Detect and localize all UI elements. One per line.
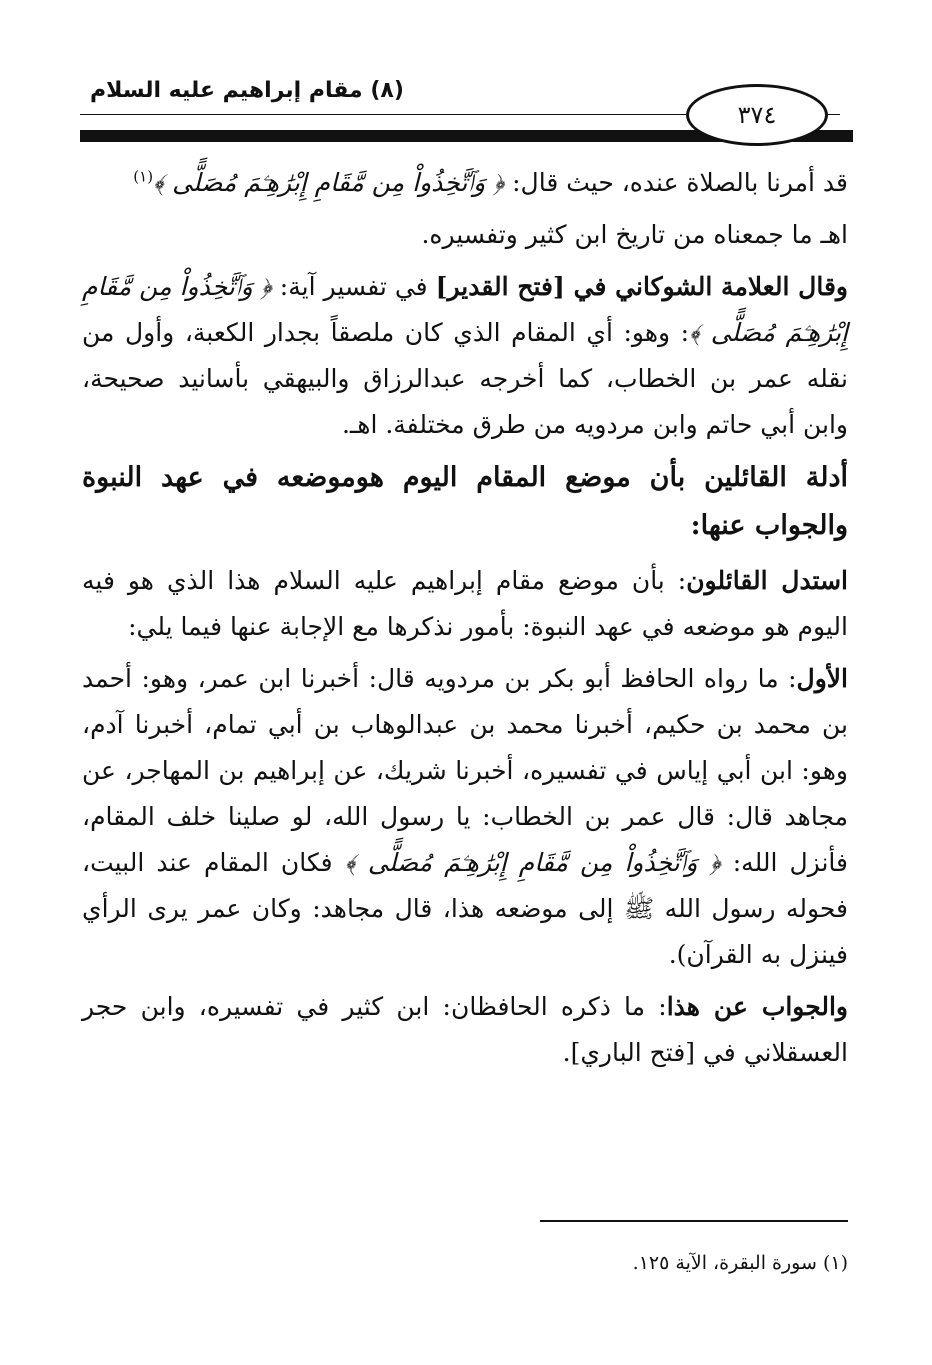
paragraph-4-text: : بأن موضع مقام إبراهيم عليه السلام هذا الذي هو فيه اليوم هو موضعه في عهد النبوة: بأمور نذكرها مع الإجابة عنها فيما يلي: — [82, 566, 848, 641]
paragraph-2 — [82, 212, 848, 258]
paragraph-6 — [82, 984, 848, 1076]
quran-verse: ﴿ وَٱتَّخِذُواْ مِن مَّقَامِ إِبْرَٰهِـۧمَ مُصَلًّى ﴾ — [153, 168, 505, 197]
quran-verse: ﴿ وَٱتَّخِذُواْ مِن مَّقَامِ إِبْرَٰهِـۧمَ مُصَلًّى ﴾ — [344, 848, 721, 877]
paragraph-2-text: اهـ ما جمعناه من تاريخ ابن كثير وتفسيره. — [421, 220, 848, 249]
page-number-badge — [686, 84, 828, 146]
paragraph-3 — [82, 264, 848, 448]
running-header — [90, 78, 707, 103]
running-title: (٨) مقام إبراهيم عليه السلام — [90, 78, 404, 103]
page-number: ٣٧٤ — [737, 101, 777, 129]
footnote — [82, 1252, 848, 1274]
footnote-marker: (١) — [133, 167, 154, 186]
section-heading — [82, 454, 848, 550]
paragraph-3-text-b: : وهو: أي المقام الذي كان ملصقاً بجدار الكعبة، وأول من نقله عمر بن الخطاب، كما أخرجه عبدالرزاق والبيهقي بأسانيد صحيحة، وابن أبي حاتم وابن مردويه من طرق مختلفة. اهـ. — [82, 318, 848, 439]
paragraph-4 — [82, 558, 848, 650]
paragraph-1 — [82, 160, 848, 206]
paragraph-3-text-a: في تفسير آية: — [271, 272, 436, 301]
paragraph-1-text: قد أمرنا بالصلاة عنده، حيث قال: — [504, 168, 848, 197]
paragraph-3-lead: وقال العلامة الشوكاني في [فتح القدير] — [435, 272, 848, 301]
paragraph-4-lead: استدل القائلون — [686, 566, 848, 595]
section-heading-text: أدلة القائلين بأن موضع المقام اليوم هوموضعه في عهد النبوة والجواب عنها: — [82, 462, 848, 541]
paragraph-5-text-b: فكان المقام عند البيت، فحوله رسول الله ﷺ إلى موضعه هذا، قال مجاهد: وكان عمر يرى الرأي فينزل به القرآن). — [82, 848, 848, 969]
paragraph-5-lead: الأول — [796, 664, 848, 693]
paragraph-5-text-a: : ما رواه الحافظ أبو بكر بن مردويه قال: أخبرنا ابن عمر، وهو: أحمد بن محمد بن حكيم، أخبرنا محمد بن عبدالوهاب بن أبي تمام، أخبرنا آدم، وهو: ابن أبي إياس في تفسيره، أخبرنا شريك، عن إبراهيم بن المهاجر، عن مجاهد قال: قال عمر بن الخطاب: يا رسول الله، لو صلينا خلف المقام، فأنزل الله: — [82, 664, 848, 877]
paragraph-5 — [82, 656, 848, 978]
footnote-text: (١) سورة البقرة، الآية ١٢٥. — [632, 1252, 848, 1274]
footnote-separator — [540, 1220, 848, 1222]
main-text — [82, 160, 848, 1082]
paragraph-6-text: : ما ذكره الحافظان: ابن كثير في تفسيره، وابن حجر العسقلاني في [فتح الباري]. — [82, 992, 848, 1067]
paragraph-6-lead: والجواب عن هذا — [666, 992, 848, 1021]
quran-verse: ﴿ وَٱتَّخِذُواْ مِن مَّقَامِ إِبْرَٰهِـۧمَ مُصَلًّى ﴾ — [82, 272, 848, 347]
